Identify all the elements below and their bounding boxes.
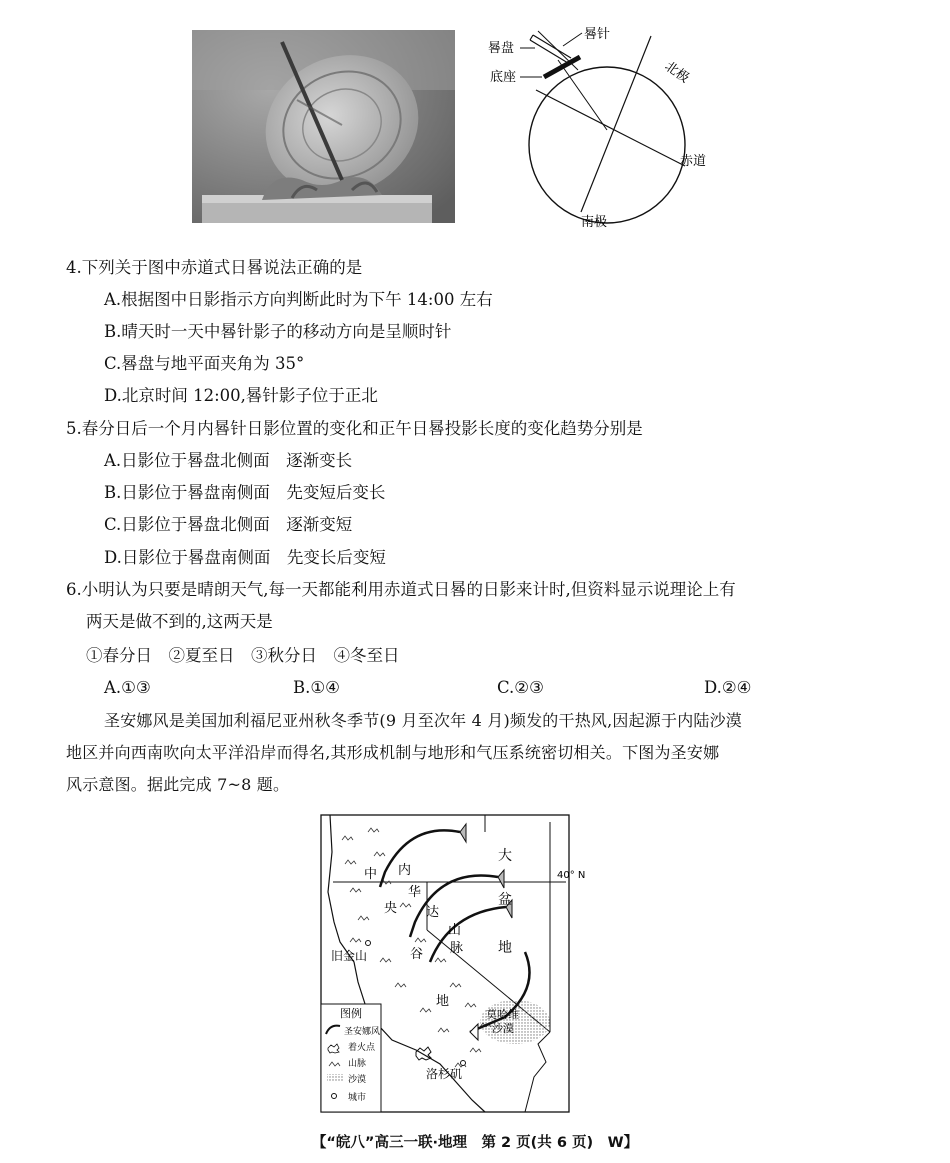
legend-city-icon [332,1094,337,1099]
passage-line1: 圣安娜风是美国加利福尼亚州秋冬季节(9 月至次年 4 月)频发的干热风,因起源于内陆沙漠 [104,711,742,730]
los-angeles-dot [461,1061,466,1066]
q5-option-b: B.日影位于晷盘南侧面 先变短后变长 [104,483,386,502]
q6-option-c: C.②③ [497,678,544,697]
equator-line [536,90,685,166]
lat-40-label: 40° N [557,870,586,881]
central-valley-char4: 地 [436,994,450,1009]
legend-wind: 圣安娜风 [344,1027,381,1037]
legend-fire: 着火点 [348,1043,376,1053]
q4-option-b: B.晴天时一天中晷针影子的移动方向是呈顺时针 [104,322,452,341]
page-footer: 【“皖八”高三一联·地理 第 2 页(共 6 页) W】 [311,1135,639,1151]
legend-title: 图例 [340,1007,362,1020]
los-angeles-label: 洛杉矶 [426,1067,463,1081]
q6-option-d: D.②④ [704,678,752,697]
map-legend [321,1004,381,1112]
q5-option-c: C.日影位于晷盘北侧面 逐渐变短 [104,515,353,534]
q4-option-a: A.根据图中日影指示方向判断此时为下午 14:00 左右 [104,290,493,309]
great-basin-char3: 地 [498,940,512,956]
legend-mountain: 山脉 [348,1059,367,1069]
sierra-char2: 华 [408,885,422,900]
sundial-diagram [478,20,728,230]
q4-stem: 4.下列关于图中赤道式日晷说法正确的是 [66,258,363,277]
q5-stem: 5.春分日后一个月内晷针日影位置的变化和正午日晷投影长度的变化趋势分别是 [66,419,643,438]
mojave-label-1: 莫哈维 [486,1008,519,1021]
q6-option-b: B.①④ [293,678,340,697]
legend-desert-icon [327,1074,343,1082]
base-label: 底座 [490,70,517,85]
passage-line2: 地区并向西南吹向太平洋沿岸而得名,其形成机制与地形和气压系统密切相关。下图为圣安娜 [66,743,720,762]
sierra-char1: 内 [398,863,412,878]
q5-option-a: A.日影位于晷盘北侧面 逐渐变长 [104,451,353,470]
mojave-label-2: 沙漠 [492,1022,514,1035]
legend-city: 城市 [348,1093,367,1103]
great-basin-char2: 盆 [498,892,512,908]
ca-az-border [525,1032,550,1112]
legend-desert: 沙漠 [348,1075,367,1085]
sierra-char3: 达 [426,905,440,920]
central-valley-char2: 央 [384,901,398,916]
passage-line3: 风示意图。据此完成 7~8 题。 [66,775,290,794]
dial-label: 晷盘 [488,41,515,56]
q4-option-d: D.北京时间 12:00,晷针影子位于正北 [104,386,378,405]
q6-option-a: A.①③ [104,678,151,697]
earth-circle [529,67,685,223]
santa-ana-map [320,812,586,1114]
sundial-photo [192,30,455,223]
north-pole-label: 北极 [661,58,692,87]
great-basin-char1: 大 [498,848,512,864]
q5-option-d: D.日影位于晷盘南侧面 先变长后变短 [104,548,386,567]
q6-choices: ①春分日 ②夏至日 ③秋分日 ④冬至日 [86,646,400,665]
earth-axis [581,36,651,212]
south-pole-label: 南极 [581,215,608,230]
central-valley-char3: 谷 [410,947,424,962]
san-francisco-dot [366,941,371,946]
sierra-char4: 山 [448,923,462,938]
sierra-char5: 脉 [450,941,464,956]
q6-stem-line1: 6.小明认为只要是晴朗天气,每一天都能利用赤道式日晷的日影来计时,但资料显示说理论上有 [66,580,736,599]
san-francisco-label: 旧金山 [331,949,368,963]
equator-label: 赤道 [680,154,707,169]
gnomon-label: 晷针 [584,27,611,42]
q4-option-c: C.晷盘与地平面夹角为 35° [104,354,305,373]
q6-stem-line2: 两天是做不到的,这两天是 [86,612,273,631]
central-valley-char1: 中 [364,867,378,882]
